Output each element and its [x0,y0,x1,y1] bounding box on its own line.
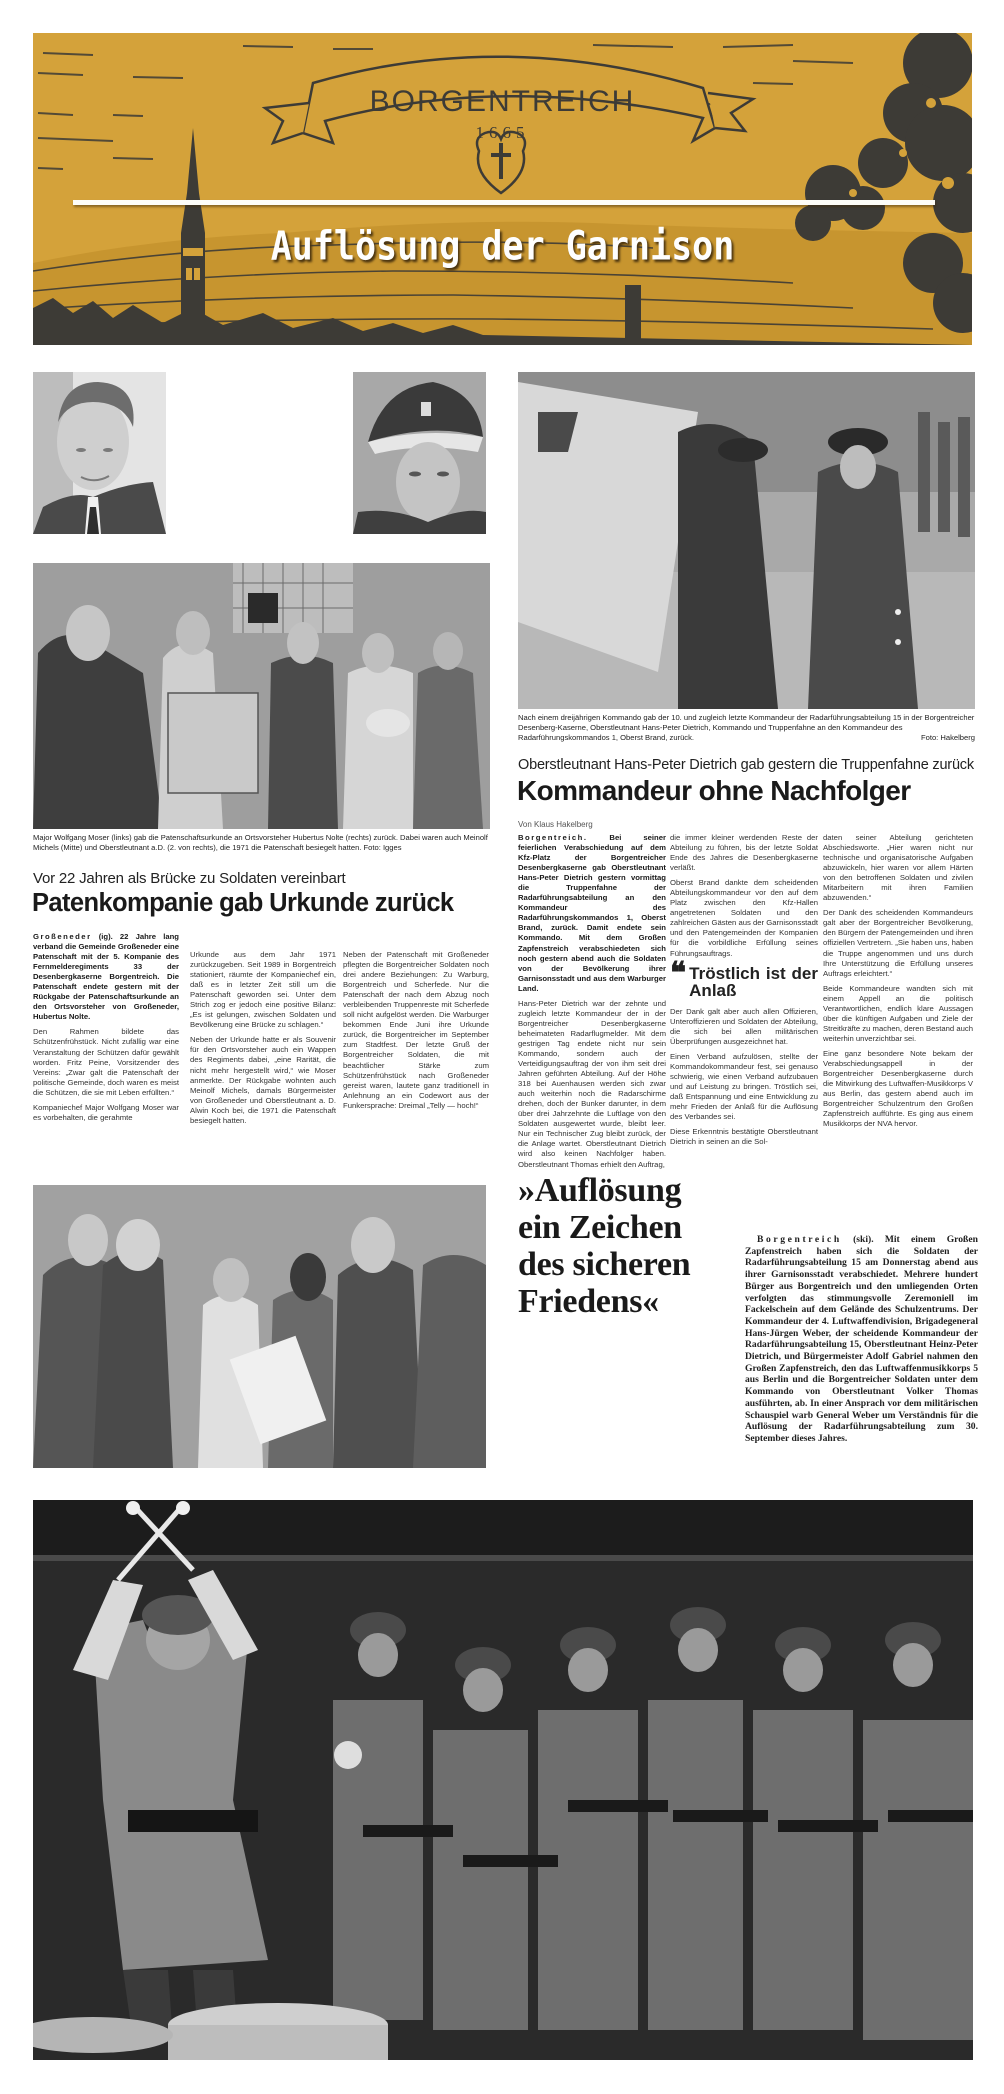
flag-handover-photo [518,372,975,709]
friedens-headline: »Auflösung ein Zeichen des sicheren Friedens« [518,1172,691,1320]
kommandeur-byline: Von Klaus Hakelberg [518,820,593,829]
ceremony-photo [33,1185,486,1468]
portrait-photo-dietrich [353,372,486,534]
patenkompanie-column-1: Großeneder (ig). 22 Jahre lang verband die Gemeinde Großeneder eine Patenschaft mit der 5. Kompanie des Fernmelderegiments 33 der Desenbergkaserne Borgentreich. Die Patenschaft endete gestern mit der Rückgabe der Patenschaftsurkunde an den Ortsvorsteher von Großeneder, Hubertus Nolte. Den Rahmen bildete das Schützenfrühstück. Nicht zufällig war eine Veranstaltung der Schützen dafür gewählt worden. Fritz Peine, Vorsitzender des Vereins: „Zwar galt die Patenschaft der politische Gemeinde, doch waren es meist die Schützen, die sie mit Leben erfüllten.“ Kompaniechef Major Wolfgang Moser war es vorbehalten, die gerahmte [33,932,179,1122]
urkunde-handover-photo [33,563,490,829]
patenkompanie-column-2: Urkunde aus dem Jahr 1971 zurückzugeben. Seit 1989 in Borgentreich stationiert, räumte der Kompaniechef ein, daß es in letzter Zeit still um die Patenschaft geworden sei. Unter dem Strich zog er jedoch eine positive Bilanz: „Es ist gelungen, zwischen Soldaten und Bevölkerung eine Brücke zu schlagen.“ Neben der Urkunde hatte er als Souvenir für den Ortsvorsteher auch ein Wappen des Regiments dabei, „eine Rarität, die nicht mehr hergestellt wird,“ wie Moser anmerkte. Der Rückgabe wohnten auch Meinolf Michels, damals Bürgermeister von Großeneder und Oberstleutnant a. D. Alwin Koch bei, die 1971 die Patenschaft besiegelt hatten. [190,950,336,1125]
zapfenstreich-band-photo [33,1500,973,2060]
photo-credit: Foto: Hakelberg [920,733,975,742]
patenkompanie-kicker: Vor 22 Jahren als Brücke zu Soldaten vereinbart [33,870,346,887]
kommandeur-column-3: daten seiner Abteilung gerichteten Abschiedsworte. „Hier waren nicht nur technische und organisatorische Aufgaben abzuwickeln, hier waren vor allem Härten von den betroffenen Soldaten und zivilen Mitarbeitern mit ihren Familien abzuwenden.“ Der Dank des scheidenden Kommandeurs galt aber der Borgentreicher Bevölkerung, den Bürgern der Patengemeinden und ihren offiziellen Vertretern. „Sie haben uns, haben die Truppe angenommen und uns durch Ihre Unterstützung die Erfüllung unseres Auftrags erleichtert.“ Beide Kommandeure wandten sich mit einem Appell an die politisch Verantwortlichen, endlich klare Aussagen über die künftigen Aufgaben und Ziele der Streitkräfte zu machen, deren Bestand auch weiterhin unverzichtbar sei. Eine ganz besondere Note bekam der Verabschiedungsappell in der Borgentreicher Desenbergkaserne durch die Mitwirkung des Luftwaffen-Musikkorps V aus Berlin, das gestern abend auch im Borgentreicher Schulzentrum den Großen Zapfenstreich aufführte. Es ging aus einem Musikkorps der NVA hervor. [823,833,974,1129]
flag-photo-caption: Nach einem dreijährigen Kommando gab der 10. und zugleich letzte Kommandeur der Radarführungsabteilung 15 in der Borgentreicher Desenberg-Kaserne, Oberstleutnant Hans-Peter Dietrich, Kommando und Truppenfahne an den Kommandeur des Radarführungskommandos 1, Oberst Brand, zurück. Foto: Hakelberg [518,713,975,742]
ribbon-year: 1665 [475,123,530,142]
friedens-body: Borgentreich (ski). Mit einem Großen Zapfenstreich haben sich die Soldaten der Radarführungsabteilung 15 am Donnerstag abend aus ihrer Garnisonsstadt verabschiedet. Mehrere hundert Bürger aus Borgentreich und den umliegenden Orten verfolgten das stimmungsvolle Zeremoniell im Fackelschein auf dem Gelände des Schulzentrums. Der Kommandeur der 4. Luftwaffendivision, Brigadegeneral Hans-Jürgen Weber, der scheidende Kommandeur der Radarführungsabteilung 15, Oberstleutnant Heinz-Peter Dietrich, und Bürgermeister Adolf Gabriel nahmen den Großen Zapfenstreich, den das Luftwaffenmusikkorps 5 aus Berlin und die Borgentreicher Soldaten unter dem Kommando von Oberstleutnant Volker Thomas ausführten, ab. In einer Ansprach vor dem militärischen Schauspiel warb General Weber um Verständnis für die Auflösung der Radarführungsabteilung zum 30. September dieses Jahres. [745,1234,978,1444]
kommandeur-column-1: Borgentreich. Bei seiner feierlichen Verabschiedung auf dem Kfz-Platz der Borgentreicher Desenbergkaserne gab Oberstleutnant Hans-Peter Dietrich gestern vormittag die Truppenfahne der Radarführungsabteilung an den Kommandeur des Radarführungskommandos 1, Oberst Brand, zurück. Damit endete sein Kommando. Mit dem Großen Zapfenstreich verabschiedeten sich noch gestern abend auch die Soldaten von der Bevölkerung ihrer Garnisonsstadt und aus dem Warburger Land. Hans-Peter Dietrich war der zehnte und zugleich letzte Kommandeur der in der Borgentreicher Desenbergkaserne beheimateten Radarflugmelder. Mit dem gestrigen Tag endete nicht nur sein Kommando, sondern auch der Verteidigungsauftrag der von ihm seit drei Jahren geführten Abteilung. Auf der Höhe 318 bei Auenhausen werden sich zwar auch weiterhin noch die Radarschirme drehen, doch der Bunker darunter, in dem über drei Jahrzehnte die Luftlage von den Soldaten ausgewertet wurde, bleibt leer. Nur ein Technischer Zug bleibt zurück, der die Anlage wartet. Oberstleutnant Dietrich wird also keinen Nachfolger haben. Oberstleutnant Thomas erhielt den Auftrag, [518,833,666,1169]
banner-divider [73,200,935,205]
kommandeur-column-2: die immer kleiner werdenden Reste der Abteilung zu führen, bis der letzte Soldat Ende des Jahres die Desenbergkaserne verläßt. Oberst Brand dankte dem scheidenden Abteilungskommandeur vor den auf dem Platz zwischen den Kfz-Hallen angetretenen Soldaten und den zahlreichen Gästen aus der Garnisonsstadt und den Patengemeinden der Kompanien für die vorbildliche Erfüllung seines Führungsauftrags. ❝ Tröstlich ist der Anlaß Der Dank galt aber auch allen Offizieren, Unteroffizieren und Soldaten der Abteilung, die sich bei allen militärischen Überprüfungen ausgezeichnet hat. Einen Verband aufzulösen, stellte der Kommandokommandeur fest, sei genauso schwierig, wie einen Verband aufzubauen und auf Leistung zu bringen. Tröstlich sei, daß Entspannung und eine Entwicklung zu mehr Frieden der Anlaß für die Auflösung des Verbandes sei. Diese Erkenntnis bestätigte Oberstleutnant Dietrich in seinen an die Sol- [670,833,818,1147]
kommandeur-headline: Kommandeur ohne Nachfolger [517,775,911,806]
photo-credit: Foto: Igges [363,843,402,852]
town-engraving-illustration [33,33,972,345]
urkunde-photo-caption: Major Wolfgang Moser (links) gab die Patenschaftsurkunde an Ortsvorsteher Hubertus Nolte (rechts) zurück. Dabei waren auch Meinolf Michels (Mitte) und Oberstleutnant a.D. (2. von rechts), die 1971 die Patenschaft besiegelt hatten. Foto: Igges [33,833,488,852]
quote-mark-icon: ❝ [670,956,687,990]
kommandeur-kicker: Oberstleutnant Hans-Peter Dietrich gab gestern die Truppenfahne zurück [518,757,974,773]
portrait-photo-moser [33,372,166,534]
kommandeur-subhead: ❝ Tröstlich ist der Anlaß [670,956,818,1000]
ribbon-town-name: BORGENTREICH [369,85,636,118]
patenkompanie-column-3: Neben der Patenschaft mit Großeneder pflegten die Borgentreicher Soldaten noch drei andere Beziehungen: Zu Warburg, Borgentreich und Scherfede. Nur die Patenschaft der nach dem Abzug noch verbleibenden Truppenreste mit Scherfede soll nicht aufgelöst werden. Die Warburger bekommen Ende Juni ihre Urkunde zurück, die Borgentreicher im September zum Stadtfest. Der letzte Gruß der Borgentreicher Soldaten, die mit beachtlicher Stärke zum Schützenfrühstück nach Großeneder gereist waren, lautete ganz traditionell in Anlehnung an ein Codewort aus der Funkersprache: Dreimal „Telly — hoch!“ [343,950,489,1110]
page-title: Auflösung der Garnison [270,224,735,270]
header-banner [33,33,972,345]
patenkompanie-headline: Patenkompanie gab Urkunde zurück [32,889,454,917]
